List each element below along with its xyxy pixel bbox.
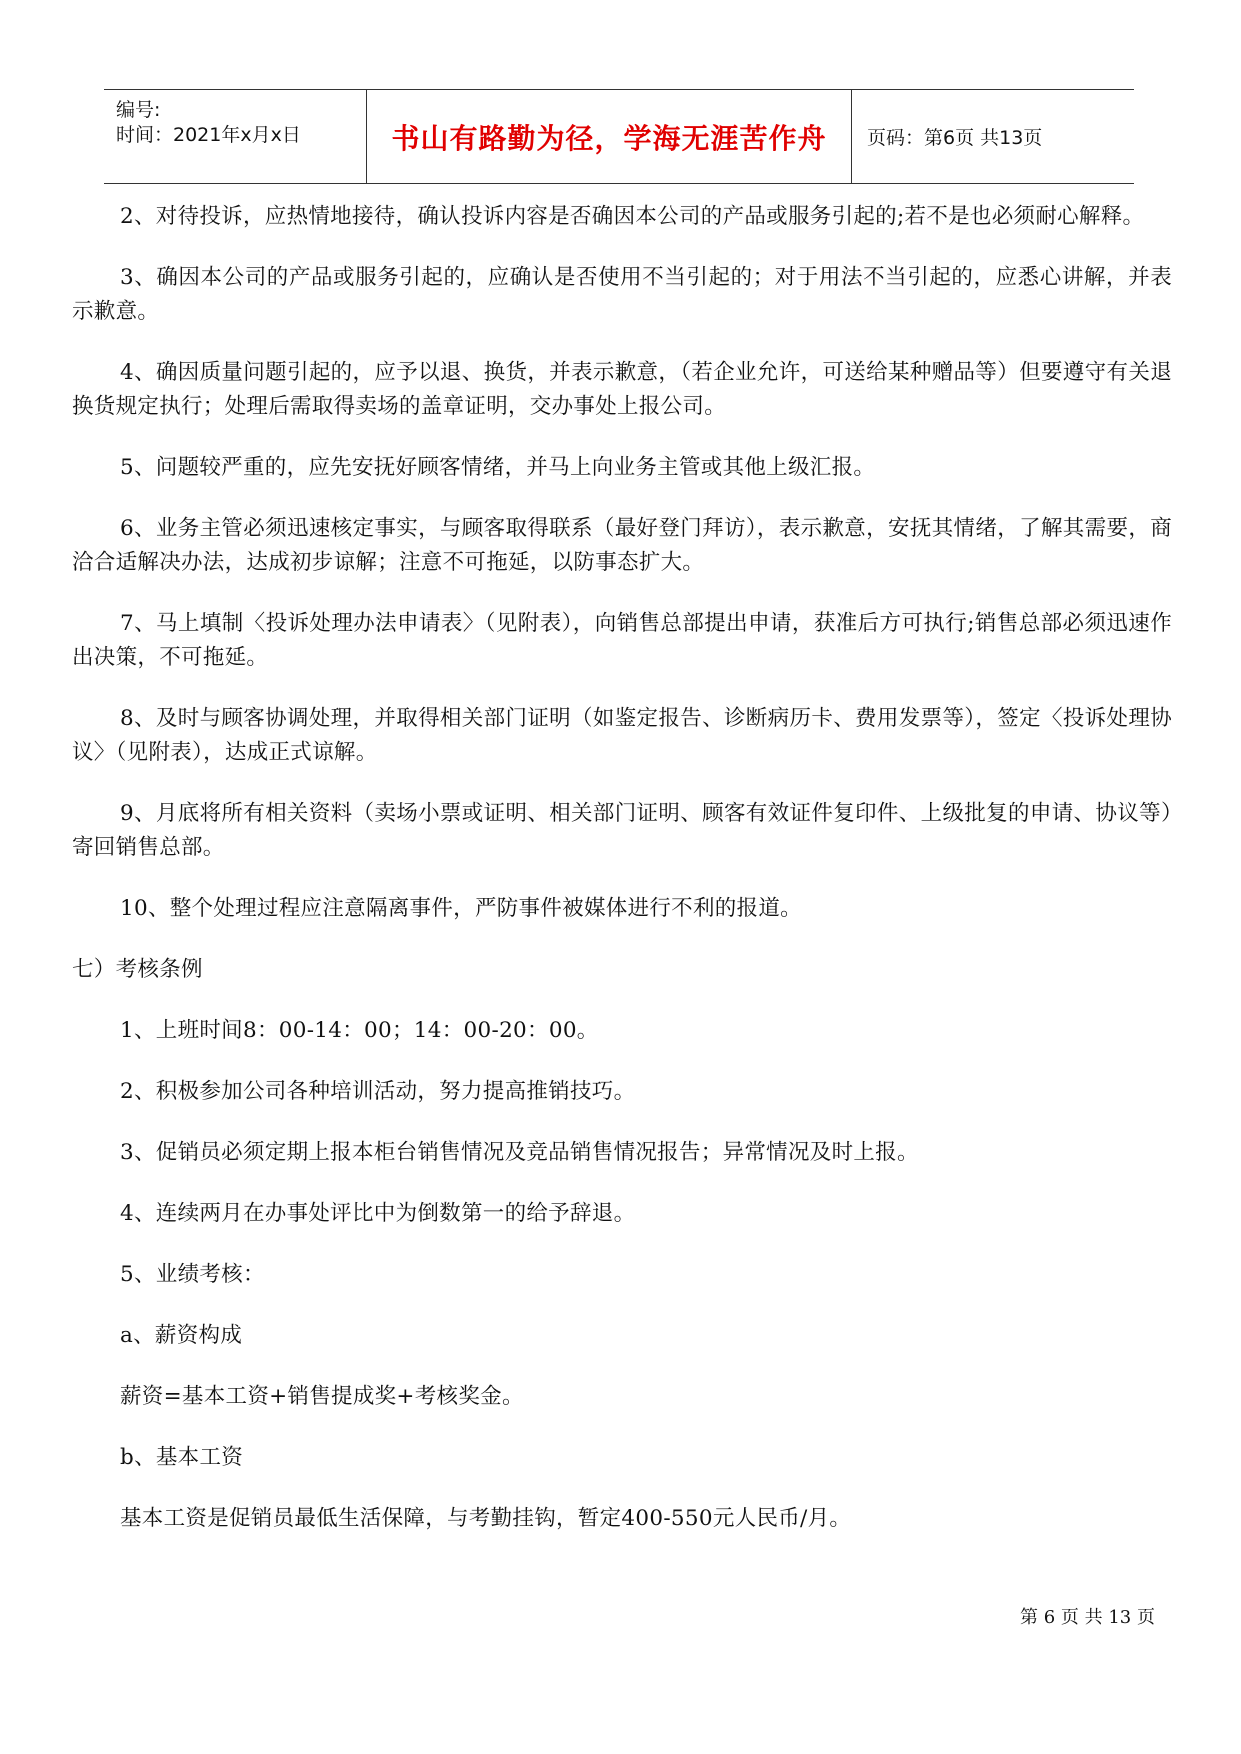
paragraph-7: 7、马上填制〈投诉处理办法申请表〉（见附表），向销售总部提出申请，获准后方可执行;销售总部必须迅速作出决策，不可拖延。 xyxy=(72,611,1172,670)
sub-item-b: b、基本工资 xyxy=(120,1445,244,1470)
motto-text: 书山有路勤为径，学海无涯苦作舟 xyxy=(391,121,827,155)
paragraph-4: 4、确因质量问题引起的，应予以退、换货，并表示歉意，（若企业允许，可送给某种赠品等）但要遵守有关退换货规定执行；处理后需取得卖场的盖章证明，交办事处上报公司。 xyxy=(72,360,1172,419)
section-item-4: 4、连续两月在办事处评比中为倒数第一的给予辞退。 xyxy=(120,1201,636,1226)
section-item-1: 1、上班时间8：00-14：00；14：00-20：00。 xyxy=(120,1018,599,1043)
document-number-label: 编号: xyxy=(116,99,161,121)
paragraph-9: 9、月底将所有相关资料（卖场小票或证明、相关部门证明、顾客有效证件复印件、上级批复的申请、协议等）寄回销售总部。 xyxy=(72,801,1172,860)
page-header xyxy=(104,89,1134,184)
paragraph-5: 5、问题较严重的，应先安抚好顾客情绪，并马上向业务主管或其他上级汇报。 xyxy=(120,455,876,480)
salary-formula: 薪资=基本工资+销售提成奖+考核奖金。 xyxy=(120,1384,524,1409)
header-motto-cell xyxy=(366,90,852,183)
paragraph-10: 10、整个处理过程应注意隔离事件，严防事件被媒体进行不利的报道。 xyxy=(120,896,802,921)
section-item-2: 2、积极参加公司各种培训活动，努力提高推销技巧。 xyxy=(120,1079,636,1104)
paragraph-2: 2、对待投诉，应热情地接待，确认投诉内容是否确因本公司的产品或服务引起的;若不是也必须耐心解释。 xyxy=(120,204,1145,229)
sub-item-a: a、薪资构成 xyxy=(120,1323,243,1348)
document-body xyxy=(72,200,1172,1563)
paragraph-6: 6、业务主管必须迅速核定事实，与顾客取得联系（最好登门拜访），表示歉意，安抚其情绪，了解其需要，商洽合适解决办法，达成初步谅解；注意不可拖延，以防事态扩大。 xyxy=(72,516,1172,575)
page-footer: 第 6 页 共 13 页 xyxy=(1020,1607,1155,1628)
section-item-5: 5、业绩考核： xyxy=(120,1262,265,1287)
section-title: 七）考核条例 xyxy=(72,957,203,982)
document-time-label: 时间：2021年x月x日 xyxy=(116,124,301,146)
page-number-info: 页码：第6页 共13页 xyxy=(867,127,1043,149)
paragraph-3: 3、确因本公司的产品或服务引起的，应确认是否使用不当引起的；对于用法不当引起的，应悉心讲解，并表示歉意。 xyxy=(72,265,1172,324)
paragraph-8: 8、及时与顾客协调处理，并取得相关部门证明（如鉴定报告、诊断病历卡、费用发票等），签定〈投诉处理协议〉（见附表），达成正式谅解。 xyxy=(72,706,1172,765)
header-left-cell xyxy=(104,90,366,183)
section-item-3: 3、促销员必须定期上报本柜台销售情况及竞品销售情况报告；异常情况及时上报。 xyxy=(120,1140,919,1165)
header-page-cell xyxy=(852,90,1134,183)
base-salary-text: 基本工资是促销员最低生活保障，与考勤挂钩，暂定400-550元人民币/月。 xyxy=(120,1506,852,1531)
